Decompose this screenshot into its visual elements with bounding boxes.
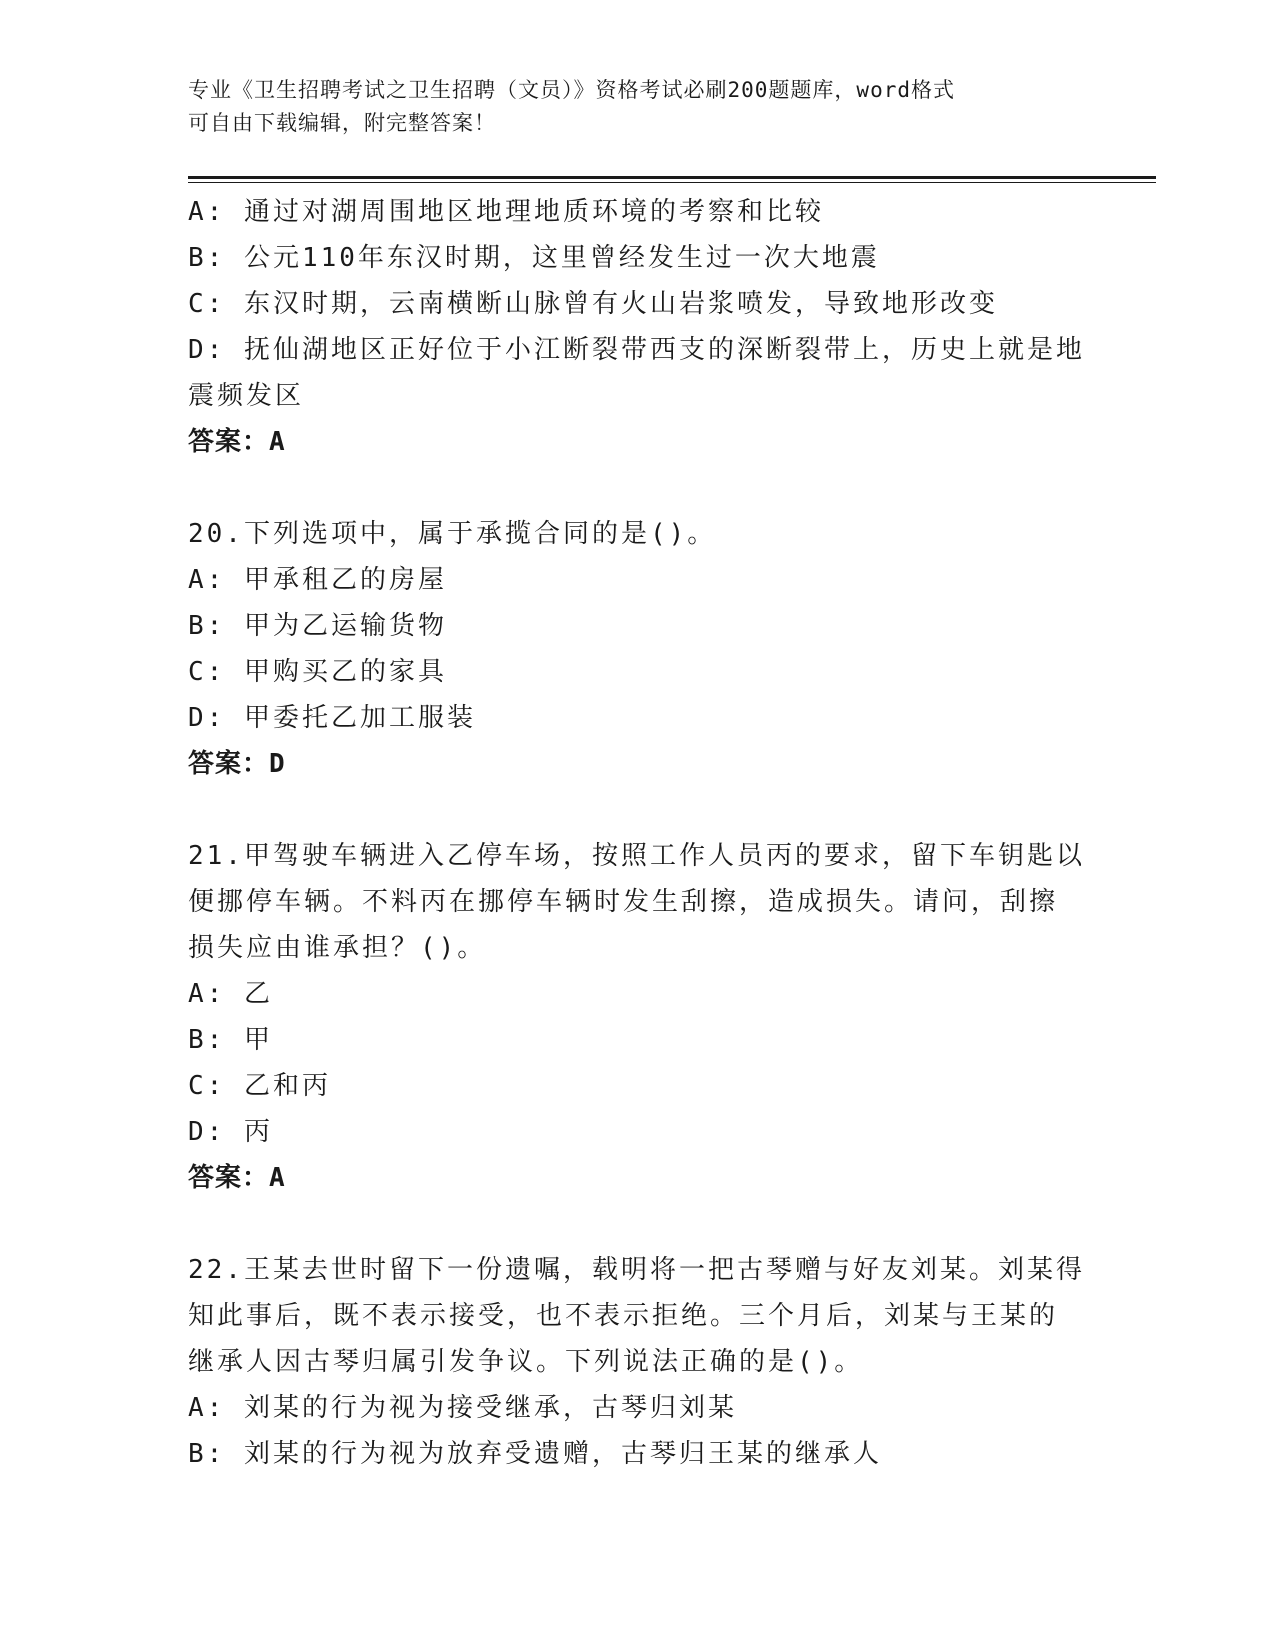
question-stem-line: 便挪停车辆。不料丙在挪停车辆时发生刮擦，造成损失。请问，刮擦 xyxy=(188,887,1059,917)
option-c: C: 东汉时期，云南横断山脉曾有火山岩浆喷发，导致地形改变 xyxy=(188,289,998,319)
header-divider-thin xyxy=(188,182,1156,183)
option-a: A: 通过对湖周围地区地理地质环境的考察和比较 xyxy=(188,197,824,227)
option-b: B: 公元110年东汉时期，这里曾经发生过一次大地震 xyxy=(188,243,880,273)
question-list xyxy=(188,189,1088,1477)
document-header xyxy=(188,74,1088,140)
option-c: C: 甲购买乙的家具 xyxy=(188,657,447,687)
option-c: C: 乙和丙 xyxy=(188,1071,331,1101)
header-divider-thick xyxy=(188,176,1156,179)
option-d: D: 抚仙湖地区正好位于小江断裂带西支的深断裂带上，历史上就是地 xyxy=(188,335,1085,365)
question-stem-line: 22.王某去世时留下一份遗嘱，载明将一把古琴赠与好友刘某。刘某得 xyxy=(188,1255,1085,1285)
answer-label: 答案：A xyxy=(188,1163,286,1193)
question-stem-line: 知此事后，既不表示接受，也不表示拒绝。三个月后，刘某与王某的 xyxy=(188,1301,1059,1331)
header-title-line-1: 专业《卫生招聘考试之卫生招聘（文员）》资格考试必刷200题题库，word格式 xyxy=(188,78,955,102)
option-b: B: 甲为乙运输货物 xyxy=(188,611,447,641)
question-stem: 20.下列选项中，属于承揽合同的是()。 xyxy=(188,519,717,549)
option-b: B: 刘某的行为视为放弃受遗赠，古琴归王某的继承人 xyxy=(188,1439,882,1469)
option-d-continued: 震频发区 xyxy=(188,381,305,411)
question-stem-line: 损失应由谁承担？()。 xyxy=(188,933,487,963)
header-title-line-2: 可自由下载编辑，附完整答案！ xyxy=(188,111,496,135)
option-d: D: 甲委托乙加工服装 xyxy=(188,703,476,733)
question-stem-line: 继承人因古琴归属引发争议。下列说法正确的是()。 xyxy=(188,1347,864,1377)
option-d: D: 丙 xyxy=(188,1117,273,1147)
question-20 xyxy=(188,511,1088,787)
question-spacer xyxy=(188,1201,1088,1247)
option-a: A: 刘某的行为视为接受继承，古琴归刘某 xyxy=(188,1393,737,1423)
answer-label: 答案：D xyxy=(188,749,286,779)
question-19 xyxy=(188,189,1088,465)
question-spacer xyxy=(188,465,1088,511)
option-a: A: 乙 xyxy=(188,979,273,1009)
option-b: B: 甲 xyxy=(188,1025,273,1055)
option-a: A: 甲承租乙的房屋 xyxy=(188,565,447,595)
question-21 xyxy=(188,833,1088,1201)
answer-label: 答案：A xyxy=(188,427,286,457)
question-stem-line: 21.甲驾驶车辆进入乙停车场，按照工作人员丙的要求，留下车钥匙以 xyxy=(188,841,1085,871)
question-spacer xyxy=(188,787,1088,833)
question-22 xyxy=(188,1247,1088,1477)
